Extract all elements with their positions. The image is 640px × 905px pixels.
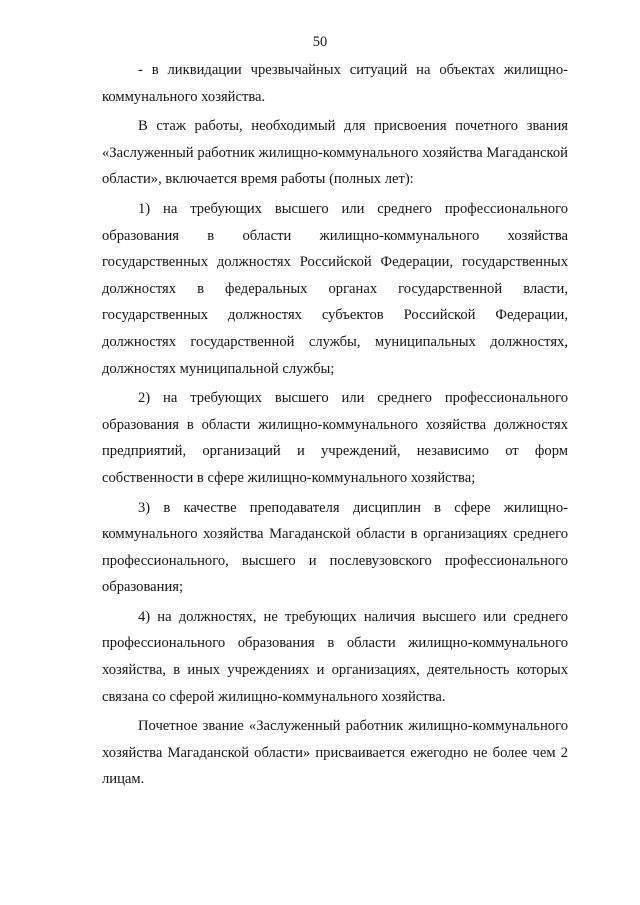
paragraph-item-1-state-positions: 1) на требующих высшего или среднего профессионального образования в области жилищно-коммунального хозяйства государственных должностях Российской Федерации, государственных должностях в федеральных органах государственной власти, государственных должностях субъектов Российской Федерации, должностях государственной службы, муниципальных должностях, должностях муниципальной службы; <box>102 200 568 377</box>
paragraph-service-record-intro: В стаж работы, необходимый для присвоения почетного звания «Заслуженный работник жилищно-коммунального хозяйства Магаданской области», включается время работы (полных лет): <box>102 118 568 188</box>
paragraph-award-limit: Почетное звание «Заслуженный работник жилищно-коммунального хозяйства Магаданской области» присваивается ежегодно не более чем 2 лицам. <box>102 718 568 788</box>
paragraph-item-2-enterprises: 2) на требующих высшего или среднего профессионального образования в области жилищно-коммунального хозяйства должностях предприятий, организаций и учреждений, независимо от форм собственности в сфере жилищно-коммунального хозяйства; <box>102 390 568 486</box>
paragraph-item-3-teaching: 3) в качестве преподавателя дисциплин в сфере жилищно-коммунального хозяйства Магаданской области в организациях среднего профессионального, высшего и послевузовского профессионального образования; <box>102 499 568 596</box>
paragraph-item-4-other-positions: 4) на должностях, не требующих наличия высшего или среднего профессионального образования в области жилищно-коммунального хозяйства, в иных учреждениях и организациях, деятельность которых связана со сферой жилищно-коммунального хозяйства. <box>102 608 568 705</box>
paragraph-liquidation-item: - в ликвидации чрезвычайных ситуаций на объектах жилищно-коммунального хозяйства. <box>102 62 568 105</box>
document-body <box>102 57 568 796</box>
page-number: 50 <box>312 34 328 50</box>
